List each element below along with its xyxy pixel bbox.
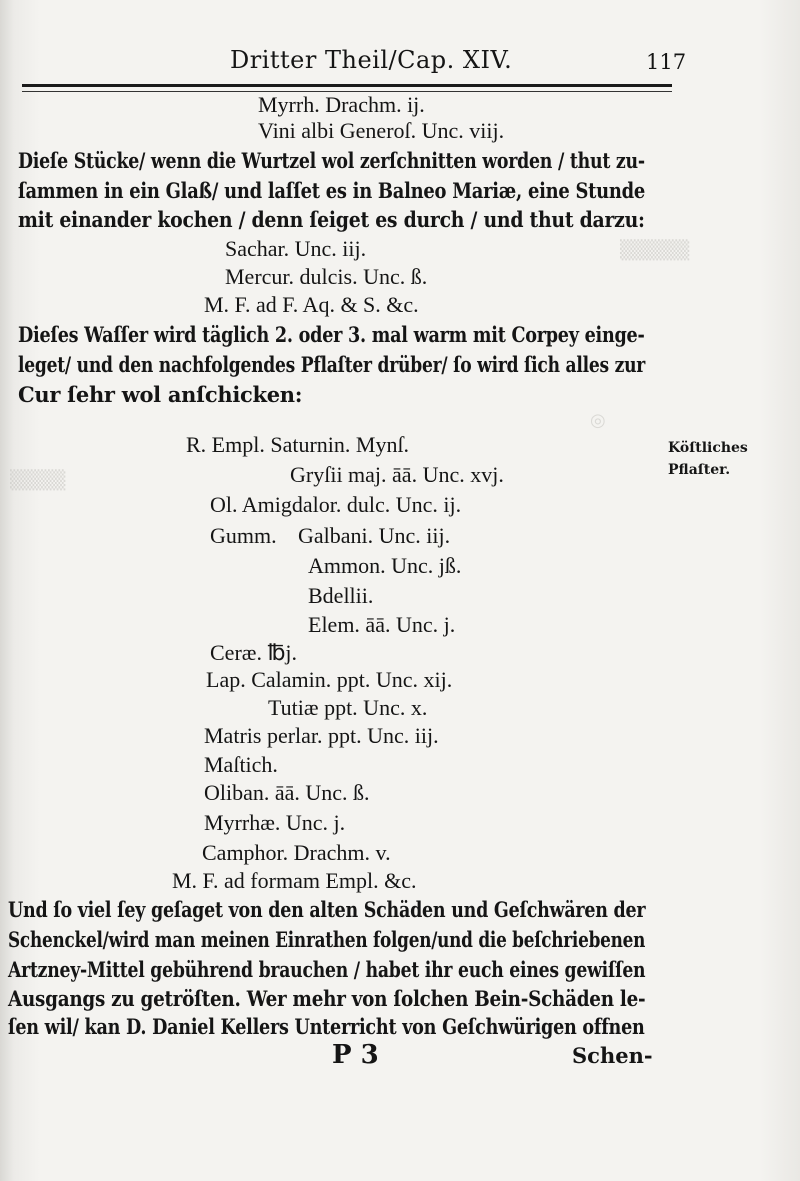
text-line: Gryſii maj. āā. Unc. xvj. (290, 462, 504, 487)
text-line: Mercur. dulcis. Unc. ß. (225, 264, 428, 289)
text-line: Ammon. Unc. jß. (308, 553, 462, 578)
text-line: mit einander kochen / denn ſeiget es durch / und thut darzu: (18, 207, 645, 232)
text-line: leget/ und den nachfolgendes Pflaſter drüber/ ſo wird ſich alles zur (18, 352, 646, 377)
text-line: Bdellii. (308, 583, 374, 608)
text-line: ſen wil/ kan D. Daniel Kellers Unterricht von Geſchwürigen offnen (8, 1014, 645, 1039)
catchword: Schen- (572, 1043, 653, 1068)
text-line: Dieſe Stücke/ wenn die Wurtzel wol zerſchnitten worden / thut zu- (18, 148, 645, 173)
show-through-texture: ▒▒▒▒ (10, 470, 66, 491)
text-line: Vini albi Generoſ. Unc. viij. (258, 118, 505, 143)
text-line: M. F. ad formam Empl. &c. (172, 868, 417, 893)
show-through-texture: ◎ (590, 410, 606, 431)
text-line: Schenckel/wird man meinen Einrathen folgen/und die beſchriebenen (8, 927, 646, 952)
text-line: ſammen in ein Glaß/ und laſſet es in Balneo Mariæ, eine Stunde (18, 178, 646, 203)
text-line: Lap. Calamin. ppt. Unc. xij. (206, 667, 453, 692)
text-line: Maſtich. (204, 752, 278, 777)
text-line: R. Empl. Saturnin. Mynſ. (186, 432, 410, 457)
margin-note-line: Pflaſter. (668, 462, 731, 478)
text-line: Elem. āā. Unc. j. (308, 612, 456, 637)
header-rule (22, 84, 672, 87)
text-line: Sachar. Unc. iij. (225, 236, 367, 261)
signature-mark: P 3 (332, 1040, 379, 1070)
text-line: Ol. Amigdalor. dulc. Unc. ij. (210, 492, 462, 517)
text-line: Matris perlar. ppt. Unc. iij. (204, 723, 439, 748)
text-line: Und ſo viel ſey geſaget von den alten Schäden und Geſchwären der (8, 897, 646, 922)
text-line: Ausgangs zu getröſten. Wer mehr von ſolchen Bein-Schäden le- (8, 986, 646, 1011)
text-line: Artzney-Mittel gebührend brauchen / habet ihr euch eines gewiſſen (8, 957, 646, 982)
text-line: Oliban. āā. Unc. ß. (204, 780, 370, 805)
show-through-texture: ▒▒▒▒▒ (620, 240, 690, 261)
text-line: Myrrh. Drachm. ij. (258, 92, 425, 117)
text-line: Tutiæ ppt. Unc. x. (268, 695, 428, 720)
margin-note-line: Köſtliches (668, 440, 748, 456)
text-line: Galbani. Unc. iij. (298, 523, 451, 548)
text-line: Dieſes Waſſer wird täglich 2. oder 3. mal warm mit Corpey einge- (18, 322, 645, 347)
text-line: Gumm. (210, 523, 277, 548)
text-line: Cur ſehr wol anſchicken: (18, 382, 303, 407)
text-line: Myrrhæ. Unc. j. (204, 810, 346, 835)
text-line: Ceræ. ℔j. (210, 640, 298, 665)
text-line: Camphor. Drachm. v. (202, 840, 391, 865)
page-number: 117 (646, 50, 687, 74)
running-head: Dritter Theil/Cap. XIV. (230, 46, 513, 74)
text-line: M. F. ad F. Aq. & S. &c. (204, 292, 419, 317)
